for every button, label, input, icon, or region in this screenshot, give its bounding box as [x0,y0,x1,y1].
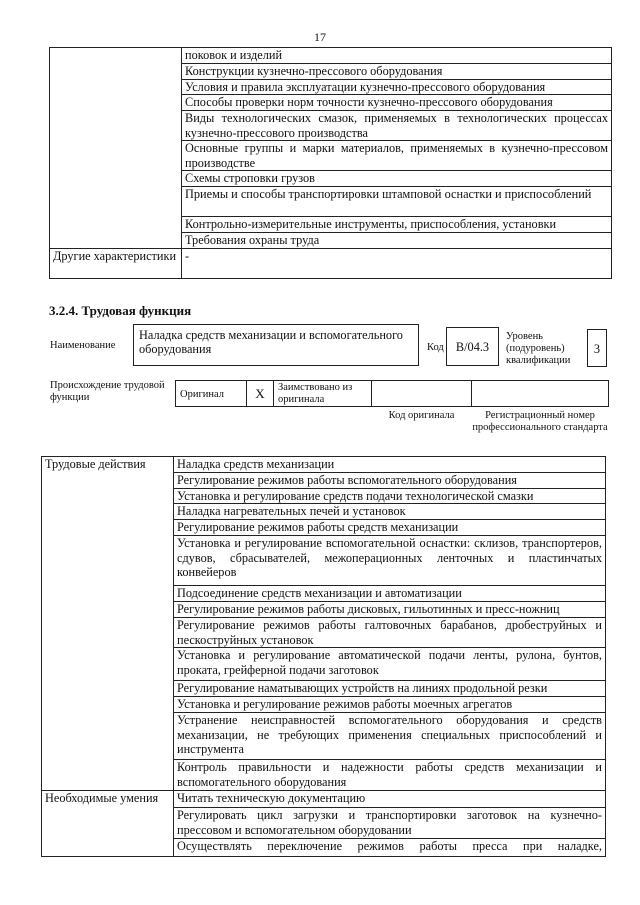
labor-action-item: Установка и регулирование автоматической подачи ленты, рулона, бунтов, проката, грейферной подачи заготовок [174,648,606,681]
name-label: Наименование [50,340,116,351]
knowledge-row: Приемы и способы транспортировки штамповой оснастки и приспособлений [182,186,612,216]
code-original-caption: Код оригинала [388,410,455,421]
knowledge-row: Контрольно-измерительные инструменты, приспособления, установки [182,216,612,232]
knowledge-row: Основные группы и марки материалов, применяемых в кузнечно-прессовом производстве [182,141,612,171]
level-value: 3 [593,342,601,356]
borrowed-label: Заимствовано из оригинала [278,382,353,405]
reg-number-box [471,380,609,407]
knowledge-row: Схемы строповки грузов [182,171,612,187]
labor-action-item: Регулирование режимов работы дисковых, гильотинных и пресс-ножниц [174,602,606,618]
function-name-box [133,324,419,366]
labor-action-item: Регулирование наматывающих устройств на линиях продольной резки [174,681,606,697]
skill-item: Осуществлять переключение режимов работы пресса при наладке, [174,839,606,857]
skill-item: Читать техническую документацию [174,791,606,808]
labor-action-item: Наладка нагревательных печей и установок [174,504,606,520]
page-number: 17 [314,30,326,44]
labor-action-item: Наладка средств механизации [174,457,606,473]
borrowed-box [273,380,372,407]
labor-action-item: Устранение неисправностей вспомогательного оборудования и средств механизации, не требующих применения специальных приспособлений и инструмента [174,713,606,760]
labor-action-item: Регулирование режимов работы вспомогательного оборудования [174,473,606,489]
knowledge-row: Виды технологических смазок, применяемых в технологических процессах кузнечно-прессового производства [182,111,612,141]
table-cell-empty [50,48,182,249]
section-heading: 3.2.4. Трудовая функция [49,303,192,318]
knowledge-table [49,47,612,279]
knowledge-row: поковок и изделий [182,48,612,64]
original-mark-box [246,380,274,407]
skills-label: Необходимые умения [42,791,174,857]
function-name-value: Наладка средств механизации и вспомогательного оборудования [139,328,403,356]
original-mark: X [255,386,265,401]
labor-action-item: Регулирование режимов работы галтовочных барабанов, дробеструйных и пескоструйных установок [174,618,606,648]
knowledge-row: Условия и правила эксплуатации кузнечно-прессового оборудования [182,79,612,95]
other-characteristics-label: Другие характеристики [50,248,182,278]
skill-item: Регулировать цикл загрузки и транспортировки заготовок на кузнечно-прессовом и вспомогательном оборудовании [174,808,606,839]
code-box [446,327,499,366]
labor-actions-table [41,456,606,857]
level-box [587,329,607,367]
reg-number-caption: Регистрационный номер профессионального стандарта [472,410,608,433]
labor-action-item: Регулирование режимов работы средств механизации [174,520,606,536]
labor-action-item: Установка и регулирование режимов работы моечных агрегатов [174,697,606,713]
knowledge-row: Конструкции кузнечно-прессового оборудования [182,64,612,80]
code-label: Код [427,342,444,353]
original-label: Оригинал [180,389,224,400]
original-box [175,380,247,407]
knowledge-row: Способы проверки норм точности кузнечно-прессового оборудования [182,95,612,111]
other-characteristics-value: - [182,248,612,278]
labor-action-item: Подсоединение средств механизации и автоматизации [174,586,606,602]
labor-actions-label: Трудовые действия [42,457,174,791]
origin-label: Происхождение трудовой функции [50,380,165,403]
code-value: В/04.3 [455,340,490,354]
knowledge-row: Требования охраны труда [182,232,612,248]
labor-action-item: Установка и регулирование вспомогательной оснастки: склизов, транспортеров, сдувов, сбрасывателей, межоперационных ленточных и пластинчатых конвейеров [174,536,606,586]
labor-action-item: Установка и регулирование средств подачи технологической смазки [174,488,606,504]
level-label: Уровень (подуровень) квалификации [506,331,571,366]
code-original-box [371,380,472,407]
labor-action-item: Контроль правильности и надежности работы средств механизации и вспомогательного оборудования [174,760,606,791]
